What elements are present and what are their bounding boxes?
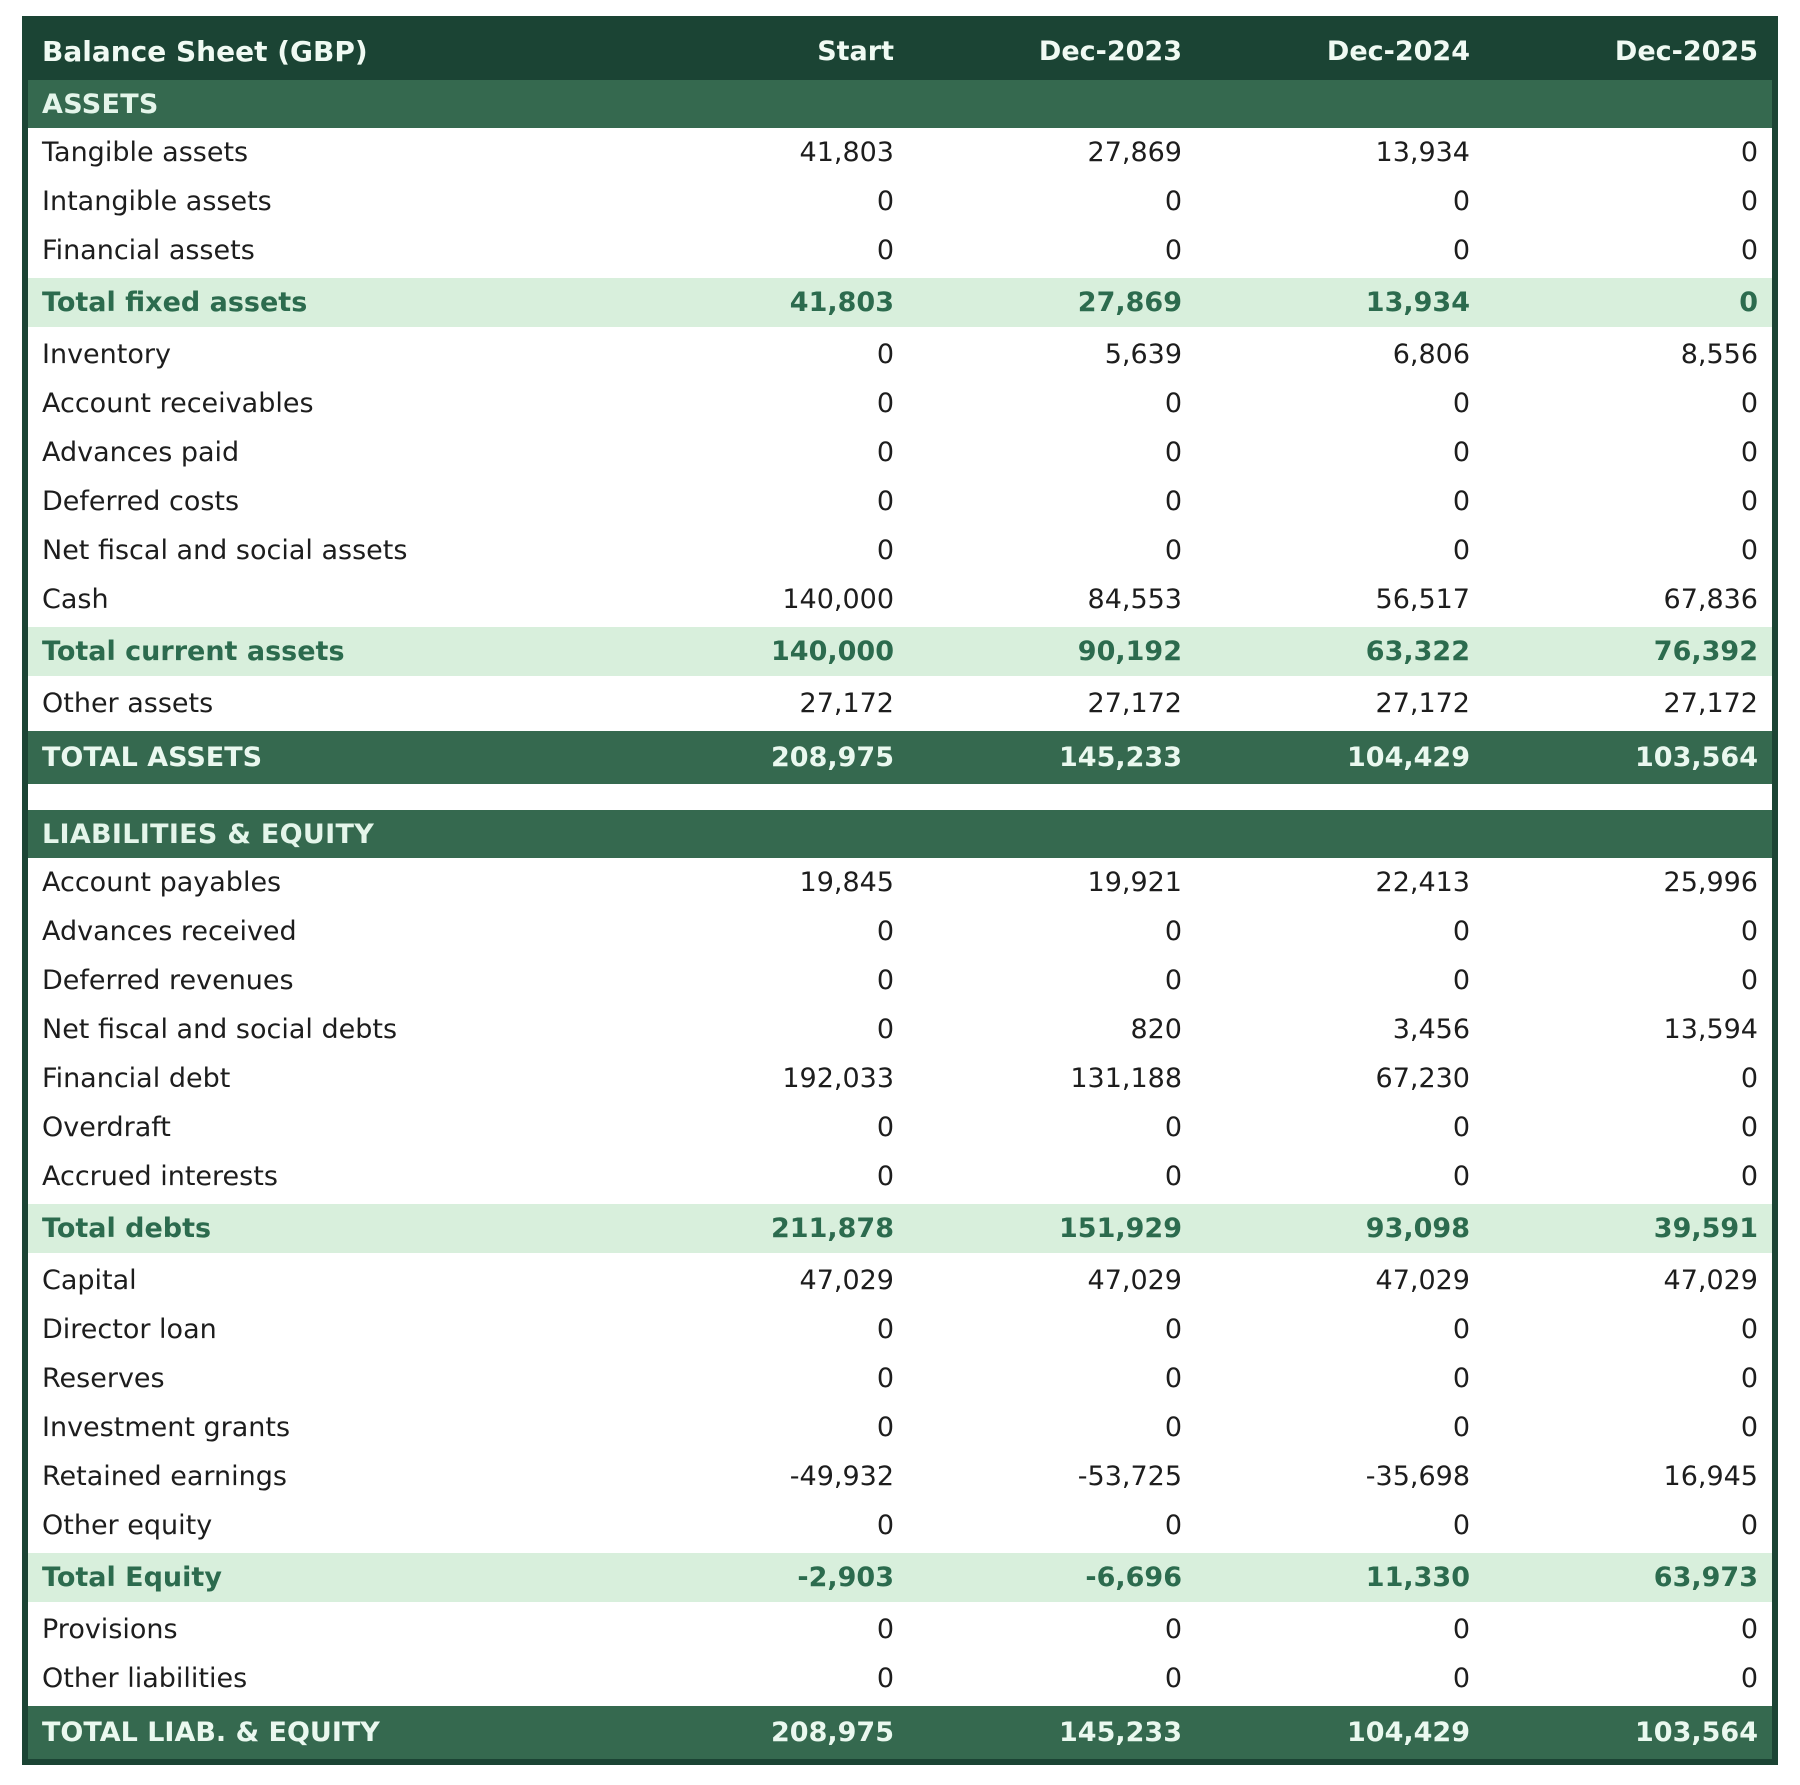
- cell-value: 0: [1164, 535, 1182, 566]
- cell-value: 0: [1740, 1614, 1758, 1645]
- cell-value: 19,921: [1087, 867, 1182, 898]
- table-row-intangible-assets: [28, 177, 1772, 226]
- cell-value: 93,098: [1365, 1213, 1470, 1244]
- cell-value: -49,932: [789, 1461, 894, 1492]
- table-row-deferred-revenues: [28, 956, 1772, 1005]
- row-label: Advances received: [42, 916, 297, 947]
- cell-value: 0: [876, 1161, 894, 1192]
- cell-value: 0: [1740, 437, 1758, 468]
- row-label: Tangible assets: [42, 137, 249, 168]
- cell-value: 0: [1740, 388, 1758, 419]
- cell-value: 0: [876, 965, 894, 996]
- cell-value: 0: [1164, 1314, 1182, 1345]
- row-label: Capital: [42, 1265, 137, 1296]
- row-label: Investment grants: [42, 1412, 291, 1443]
- cell-value: 0: [1164, 1412, 1182, 1443]
- cell-value: 22,413: [1375, 867, 1470, 898]
- cell-value: 0: [1739, 287, 1758, 318]
- cell-value: 0: [1164, 1614, 1182, 1645]
- cell-value: 0: [876, 916, 894, 947]
- table-row-total-equity: [28, 1550, 1772, 1605]
- cell-value: 151,929: [1059, 1213, 1182, 1244]
- row-label: Retained earnings: [42, 1461, 287, 1492]
- cell-value: 0: [876, 1412, 894, 1443]
- cell-value: 0: [1452, 1510, 1470, 1541]
- row-label: Net fiscal and social debts: [42, 1014, 398, 1045]
- cell-value: 0: [1164, 1161, 1182, 1192]
- cell-value: 0: [1164, 1510, 1182, 1541]
- cell-value: 13,934: [1375, 137, 1470, 168]
- table-row-provisions: [28, 1605, 1772, 1654]
- cell-value: 0: [1452, 235, 1470, 266]
- cell-value: 0: [1164, 965, 1182, 996]
- row-label: Accrued interests: [42, 1161, 278, 1192]
- cell-value: 0: [1452, 1161, 1470, 1192]
- cell-value: 0: [1740, 916, 1758, 947]
- cell-value: 104,429: [1347, 1717, 1470, 1748]
- row-label: Deferred costs: [42, 486, 240, 517]
- cell-value: 0: [1452, 1314, 1470, 1345]
- cell-value: 67,230: [1375, 1063, 1470, 1094]
- cell-value: 8,556: [1680, 339, 1758, 370]
- row-label: Inventory: [42, 339, 171, 370]
- cell-value: 0: [1164, 235, 1182, 266]
- cell-value: 27,172: [1087, 688, 1182, 719]
- row-label: Other equity: [42, 1510, 213, 1541]
- table-row-financial-assets: [28, 226, 1772, 275]
- row-label: Net fiscal and social assets: [42, 535, 408, 566]
- row-label: Intangible assets: [42, 186, 272, 217]
- cell-value: 820: [1130, 1014, 1182, 1045]
- cell-value: 63,973: [1653, 1562, 1758, 1593]
- table-row-cash: [28, 575, 1772, 624]
- cell-value: 0: [1740, 965, 1758, 996]
- cell-value: 27,172: [799, 688, 894, 719]
- table-row-reserves: [28, 1354, 1772, 1403]
- cell-value: 11,330: [1365, 1562, 1470, 1593]
- cell-value: 0: [876, 1314, 894, 1345]
- column-header-dec-2024: Dec-2024: [1326, 35, 1470, 67]
- row-label: Other assets: [42, 688, 214, 719]
- row-label: Total debts: [42, 1213, 212, 1244]
- section-header-liabilities-equity: [28, 810, 1772, 858]
- cell-value: 63,322: [1365, 636, 1470, 667]
- cell-value: 0: [876, 1663, 894, 1694]
- cell-value: 0: [876, 186, 894, 217]
- table-row-financial-debt: [28, 1054, 1772, 1103]
- cell-value: 0: [1740, 1663, 1758, 1694]
- cell-value: 13,594: [1663, 1014, 1758, 1045]
- row-label: Financial debt: [42, 1063, 231, 1094]
- cell-value: 27,869: [1077, 287, 1182, 318]
- cell-value: 67,836: [1663, 584, 1758, 615]
- cell-value: 0: [1740, 186, 1758, 217]
- cell-value: 0: [1452, 186, 1470, 217]
- cell-value: 3,456: [1392, 1014, 1470, 1045]
- cell-value: 192,033: [782, 1063, 894, 1094]
- cell-value: 0: [1164, 186, 1182, 217]
- table-row-retained-earnings: [28, 1452, 1772, 1501]
- row-label: Account payables: [42, 867, 282, 898]
- table-row-account-payables: [28, 858, 1772, 907]
- row-label: TOTAL ASSETS: [42, 742, 263, 773]
- row-label: Account receivables: [42, 388, 314, 419]
- cell-value: 0: [1740, 137, 1758, 168]
- page-title: Balance Sheet (GBP): [42, 34, 368, 68]
- cell-value: 90,192: [1077, 636, 1182, 667]
- cell-value: 47,029: [1375, 1265, 1470, 1296]
- row-label: Financial assets: [42, 235, 255, 266]
- cell-value: 47,029: [1663, 1265, 1758, 1296]
- cell-value: 0: [1740, 1510, 1758, 1541]
- table-row-total-liab-equity: [28, 1703, 1772, 1759]
- cell-value: 208,975: [771, 742, 894, 773]
- cell-value: 0: [1740, 1112, 1758, 1143]
- cell-value: 0: [876, 486, 894, 517]
- cell-value: 41,803: [789, 287, 894, 318]
- cell-value: 47,029: [1087, 1265, 1182, 1296]
- cell-value: 0: [1452, 1663, 1470, 1694]
- table-row-total-fixed-assets: [28, 275, 1772, 330]
- cell-value: 131,188: [1070, 1063, 1182, 1094]
- cell-value: -53,725: [1077, 1461, 1182, 1492]
- table-row-total-current-assets: [28, 624, 1772, 679]
- row-label: Director loan: [42, 1314, 217, 1345]
- section-header-label: ASSETS: [42, 88, 159, 120]
- cell-value: 27,172: [1375, 688, 1470, 719]
- cell-value: 76,392: [1653, 636, 1758, 667]
- cell-value: 39,591: [1653, 1213, 1758, 1244]
- row-label: Total current assets: [42, 636, 345, 667]
- cell-value: 0: [1452, 916, 1470, 947]
- cell-value: 25,996: [1663, 867, 1758, 898]
- balance-sheet-table: [28, 80, 1772, 1759]
- cell-value: 140,000: [782, 584, 894, 615]
- cell-value: -35,698: [1365, 1461, 1470, 1492]
- cell-value: 0: [1452, 535, 1470, 566]
- cell-value: 6,806: [1392, 339, 1470, 370]
- cell-value: 0: [876, 1112, 894, 1143]
- row-label: Deferred revenues: [42, 965, 294, 996]
- cell-value: 0: [1452, 1363, 1470, 1394]
- cell-value: 0: [876, 388, 894, 419]
- cell-value: 47,029: [799, 1265, 894, 1296]
- table-header-row: [28, 22, 1772, 80]
- cell-value: 0: [876, 1510, 894, 1541]
- table-row-deferred-costs: [28, 477, 1772, 526]
- table-row-other-assets: [28, 679, 1772, 728]
- cell-value: 0: [1164, 916, 1182, 947]
- cell-value: 0: [876, 1014, 894, 1045]
- cell-value: 19,845: [799, 867, 894, 898]
- cell-value: 56,517: [1375, 584, 1470, 615]
- cell-value: 0: [1452, 1112, 1470, 1143]
- column-header-dec-2025: Dec-2025: [1614, 35, 1758, 67]
- cell-value: 0: [1452, 1412, 1470, 1443]
- table-row-director-loan: [28, 1305, 1772, 1354]
- balance-sheet: [22, 16, 1778, 1765]
- row-label: Advances paid: [42, 437, 240, 468]
- cell-value: 0: [876, 535, 894, 566]
- cell-value: 0: [1740, 1063, 1758, 1094]
- row-label: Total fixed assets: [42, 287, 308, 318]
- row-label: Overdraft: [42, 1112, 171, 1143]
- cell-value: 0: [1740, 1161, 1758, 1192]
- cell-value: 13,934: [1365, 287, 1470, 318]
- table-row-accrued-interests: [28, 1152, 1772, 1201]
- cell-value: 145,233: [1059, 1717, 1182, 1748]
- cell-value: 84,553: [1087, 584, 1182, 615]
- cell-value: 0: [1452, 437, 1470, 468]
- cell-value: 0: [1452, 388, 1470, 419]
- row-label: Other liabilities: [42, 1663, 248, 1694]
- cell-value: 0: [876, 437, 894, 468]
- table-row-advances-paid: [28, 428, 1772, 477]
- row-label: Reserves: [42, 1363, 165, 1394]
- cell-value: 103,564: [1635, 742, 1758, 773]
- table-row-tangible-assets: [28, 128, 1772, 177]
- table-row-account-receivables: [28, 379, 1772, 428]
- cell-value: -6,696: [1085, 1562, 1182, 1593]
- cell-value: 0: [1164, 1112, 1182, 1143]
- cell-value: 0: [876, 1363, 894, 1394]
- section-spacer: [28, 784, 1772, 810]
- row-label: TOTAL LIAB. & EQUITY: [42, 1717, 380, 1748]
- table-row-advances-received: [28, 907, 1772, 956]
- table-row-net-fiscal-and-social-debts: [28, 1005, 1772, 1054]
- cell-value: -2,903: [797, 1562, 894, 1593]
- section-header-assets: [28, 80, 1772, 128]
- cell-value: 0: [1452, 1614, 1470, 1645]
- column-header-dec-2023: Dec-2023: [1038, 35, 1182, 67]
- table-row-other-liabilities: [28, 1654, 1772, 1703]
- table-row-other-equity: [28, 1501, 1772, 1550]
- cell-value: 0: [1740, 535, 1758, 566]
- row-label: Total Equity: [42, 1562, 222, 1593]
- table-row-capital: [28, 1256, 1772, 1305]
- cell-value: 145,233: [1059, 742, 1182, 773]
- cell-value: 0: [1164, 1663, 1182, 1694]
- cell-value: 0: [1740, 1314, 1758, 1345]
- cell-value: 16,945: [1663, 1461, 1758, 1492]
- table-row-inventory: [28, 330, 1772, 379]
- table-row-total-debts: [28, 1201, 1772, 1256]
- table-row-overdraft: [28, 1103, 1772, 1152]
- row-label: Provisions: [42, 1614, 178, 1645]
- cell-value: 211,878: [771, 1213, 894, 1244]
- column-header-start: Start: [817, 35, 894, 67]
- cell-value: 41,803: [799, 137, 894, 168]
- cell-value: 5,639: [1104, 339, 1182, 370]
- cell-value: 0: [1164, 437, 1182, 468]
- cell-value: 0: [1164, 486, 1182, 517]
- table-row-investment-grants: [28, 1403, 1772, 1452]
- cell-value: 0: [1164, 1363, 1182, 1394]
- section-header-label: LIABILITIES & EQUITY: [42, 818, 375, 850]
- cell-value: 0: [1740, 235, 1758, 266]
- cell-value: 0: [876, 235, 894, 266]
- cell-value: 140,000: [771, 636, 894, 667]
- cell-value: 0: [1452, 965, 1470, 996]
- cell-value: 0: [1740, 1363, 1758, 1394]
- cell-value: 0: [1164, 388, 1182, 419]
- cell-value: 0: [876, 339, 894, 370]
- table-row-total-assets: [28, 728, 1772, 784]
- cell-value: 103,564: [1635, 1717, 1758, 1748]
- cell-value: 27,869: [1087, 137, 1182, 168]
- table-row-net-fiscal-and-social-assets: [28, 526, 1772, 575]
- cell-value: 27,172: [1663, 688, 1758, 719]
- cell-value: 208,975: [771, 1717, 894, 1748]
- cell-value: 0: [1452, 486, 1470, 517]
- cell-value: 0: [876, 1614, 894, 1645]
- cell-value: 104,429: [1347, 742, 1470, 773]
- row-label: Cash: [42, 584, 109, 615]
- cell-value: 0: [1740, 486, 1758, 517]
- cell-value: 0: [1740, 1412, 1758, 1443]
